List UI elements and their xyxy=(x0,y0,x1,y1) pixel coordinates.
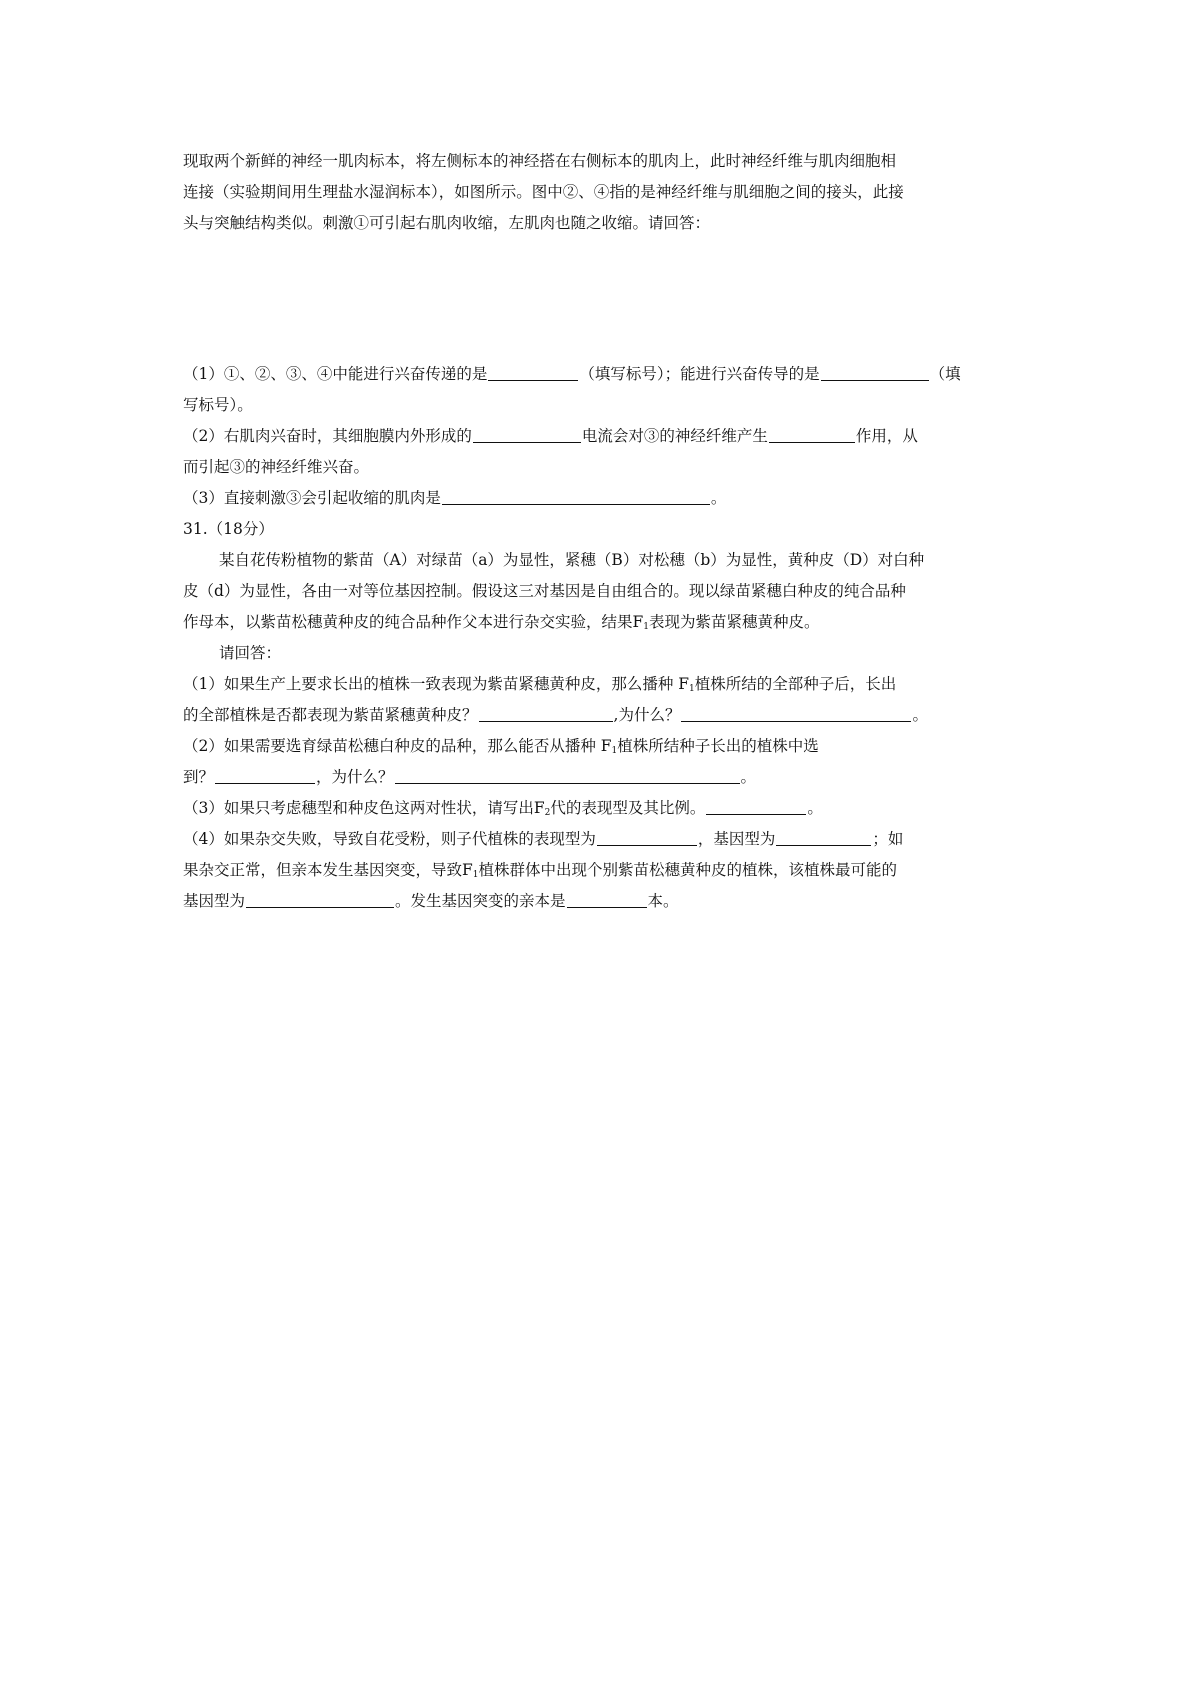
q31-part2-line2 xyxy=(183,762,1028,793)
answer-blank[interactable] xyxy=(215,766,315,784)
q30-part2-line2 xyxy=(183,452,1028,483)
q31-part4-line2 xyxy=(183,855,1028,886)
question-text: 作母本，以紫苗松穗黄种皮的纯合品种作父本进行杂交实验，结果F xyxy=(183,613,644,631)
q31-part1-line1 xyxy=(183,669,1028,700)
question-text: （3）直接刺激③会引起收缩的肌肉是 xyxy=(183,489,441,507)
answer-blank[interactable] xyxy=(821,363,929,381)
question-text: 的全部植株是否都表现为紫苗紧穗黄种皮？ xyxy=(183,706,478,724)
q31-part4-line3 xyxy=(183,886,1028,917)
question-text: 植株所结的全部种子后，长出 xyxy=(694,675,897,693)
figure-area xyxy=(183,239,1028,359)
question-text: 植株所结种子长出的植株中选 xyxy=(617,737,819,755)
answer-blank[interactable] xyxy=(473,425,581,443)
answer-blank[interactable] xyxy=(597,828,697,846)
question-text: 请回答： xyxy=(219,644,282,662)
question-text: ,为什么？ xyxy=(613,706,681,724)
answer-blank[interactable] xyxy=(488,363,578,381)
question-text: 代的表现型及其比例。 xyxy=(550,799,706,817)
question-text: 某自花传粉植物的紫苗（A）对绿苗（a）为显性，紧穗（B）对松穗（b）为显性，黄种皮（D）对白种 xyxy=(219,551,925,569)
subscript: 1 xyxy=(611,746,618,756)
question-text: （1）如果生产上要求长出的植株一致表现为紫苗紧穗黄种皮，那么播种 F xyxy=(183,675,690,693)
q31-part2-line1 xyxy=(183,731,1028,762)
question-text: 。 xyxy=(710,489,727,507)
answer-blank[interactable] xyxy=(769,425,855,443)
question-text: （1）①、②、③、④中能进行兴奋传递的是 xyxy=(183,365,488,383)
q31-part1-line2 xyxy=(183,700,1028,731)
intro-line-1 xyxy=(183,146,1028,177)
question-text: 本。 xyxy=(647,892,679,910)
answer-blank[interactable] xyxy=(479,704,613,722)
answer-blank[interactable] xyxy=(776,828,871,846)
question-text: 。发生基因突变的亲本是 xyxy=(395,892,566,910)
q31-heading xyxy=(183,514,1028,545)
subscript: 2 xyxy=(544,808,551,818)
question-text: 写标号）。 xyxy=(183,396,253,414)
question-text: （2）如果需要选育绿苗松穗白种皮的品种，那么能否从播种 F xyxy=(183,737,612,755)
intro-text: 头与突触结构类似。刺激①可引起右肌肉收缩，左肌肉也随之收缩。请回答： xyxy=(183,214,711,232)
question-text: 表现为紫苗紧穗黄种皮。 xyxy=(649,613,820,631)
intro-text: 连接（实验期间用生理盐水湿润标本），如图所示。图中②、④指的是神经纤维与肌细胞之间的接头，此接 xyxy=(183,183,904,201)
question-text: （填写标号）；能进行兴奋传导的是 xyxy=(579,365,820,383)
question-text: 到？ xyxy=(183,768,215,786)
q31-stem-line3 xyxy=(183,607,1028,638)
q30-part3 xyxy=(183,483,1028,514)
question-text: 。 xyxy=(807,799,823,817)
q31-stem-line1 xyxy=(183,545,1028,576)
question-text: （填 xyxy=(929,365,961,383)
document-page xyxy=(183,146,1028,917)
question-text: 基因型为 xyxy=(183,892,246,910)
question-text: 植株群体中出现个别紫苗松穗黄种皮的植株，该植株最可能的 xyxy=(478,861,898,879)
intro-line-2 xyxy=(183,177,1028,208)
question-text: 果杂交正常，但亲本发生基因突变，导致F xyxy=(183,861,473,879)
question-text: 。 xyxy=(740,768,757,786)
question-text: （3）如果只考虑穗型和种皮色这两对性状，请写出F xyxy=(183,799,545,817)
question-number: 31.（18分） xyxy=(183,520,274,538)
intro-line-3 xyxy=(183,208,1028,239)
q30-part2-line1 xyxy=(183,421,1028,452)
subscript: 1 xyxy=(472,870,479,880)
q31-part3 xyxy=(183,793,1028,824)
q31-ask xyxy=(183,638,1028,669)
subscript: 1 xyxy=(643,622,649,632)
q30-part1-line2 xyxy=(183,390,1028,421)
question-text: 而引起③的神经纤维兴奋。 xyxy=(183,458,370,476)
answer-blank[interactable] xyxy=(442,487,710,505)
answer-blank[interactable] xyxy=(246,890,394,908)
question-text: （4）如果杂交失败，导致自花受粉，则子代植株的表现型为 xyxy=(183,830,596,848)
question-text: ；如 xyxy=(872,830,904,848)
subscript: 1 xyxy=(689,684,695,694)
answer-blank[interactable] xyxy=(567,890,647,908)
question-text: 作用，从 xyxy=(855,427,918,445)
intro-text: 现取两个新鲜的神经一肌肉标本，将左侧标本的神经搭在右侧标本的肌肉上，此时神经纤维与肌肉细胞相 xyxy=(183,152,897,170)
question-text: （2）右肌肉兴奋时，其细胞膜内外形成的 xyxy=(183,427,472,445)
answer-blank[interactable] xyxy=(395,766,740,784)
question-text: 电流会对③的神经纤维产生 xyxy=(581,427,768,445)
question-text: ，基因型为 xyxy=(697,830,776,848)
question-text: 皮（d）为显性，各由一对等位基因控制。假设这三对基因是自由组合的。现以绿苗紧穗白种皮的纯合品种 xyxy=(183,582,906,600)
answer-blank[interactable] xyxy=(706,797,806,815)
q30-part1-line1 xyxy=(183,359,1028,390)
q31-part4-line1 xyxy=(183,824,1028,855)
question-text: ，为什么？ xyxy=(316,768,394,786)
q31-stem-line2 xyxy=(183,576,1028,607)
answer-blank[interactable] xyxy=(681,704,911,722)
question-text: 。 xyxy=(912,706,928,724)
